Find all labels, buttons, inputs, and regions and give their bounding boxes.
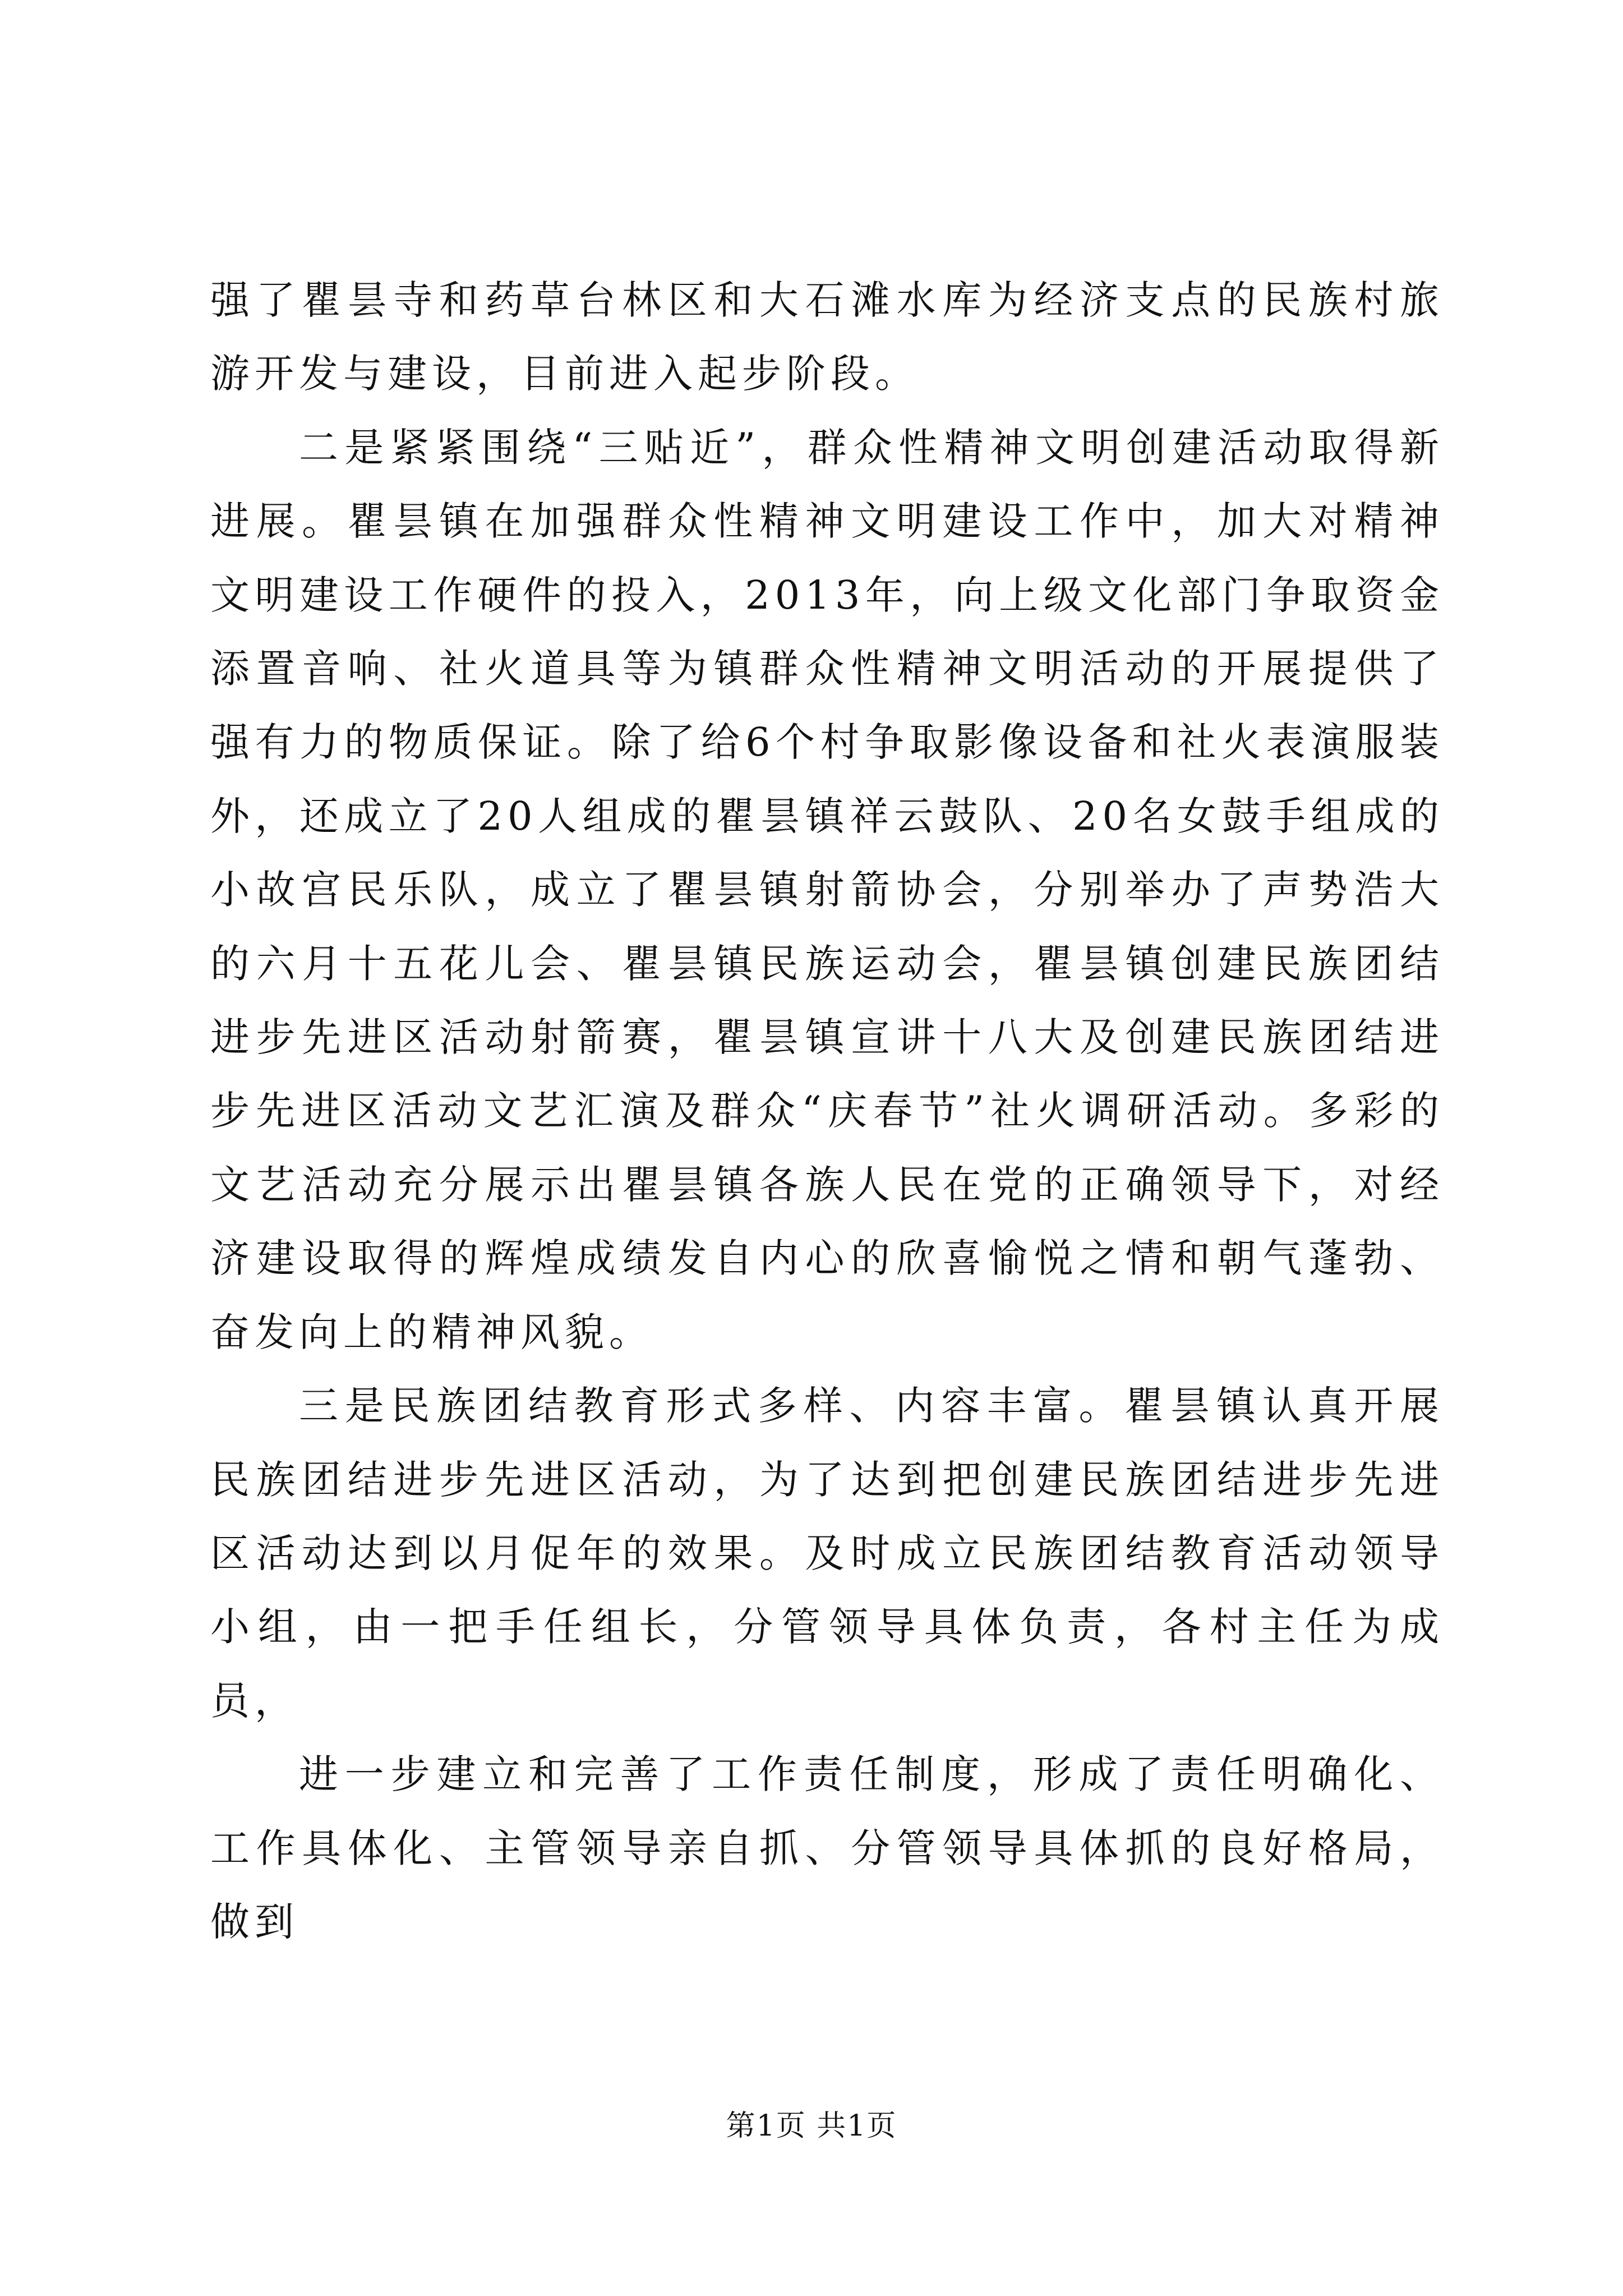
paragraph-2: 二是紧紧围绕“三贴近”，群众性精神文明创建活动取得新进展。瞿昙镇在加强群众性精神文明建设工作中，加大对精神文明建设工作硬件的投入，2013年，向上级文化部门争取资金添置音响、社火道具等为镇群众性精神文明活动的开展提供了强有力的物质保证。除了给6个村争取影像设备和社火表演服装外，还成立了20人组成的瞿昙镇祥云鼓队、20名女鼓手组成的小故宫民乐队，成立了瞿昙镇射箭协会，分别举办了声势浩大的六月十五花儿会、瞿昙镇民族运动会，瞿昙镇创建民族团结进步先进区活动射箭赛，瞿昙镇宣讲十八大及创建民族团结进步先进区活动文艺汇演及群众“庆春节”社火调研活动。多彩的文艺活动充分展示出瞿昙镇各族人民在党的正确领导下，对经济建设取得的辉煌成绩发自内心的欣喜愉悦之情和朝气蓬勃、奋发向上的精神风貌。 <box>210 424 1444 1355</box>
document-body <box>210 264 1444 1959</box>
paragraph-4: 进一步建立和完善了工作责任制度，形成了责任明确化、工作具体化、主管领导亲自抓、分管领导具体抓的良好格局，做到 <box>210 1751 1444 1945</box>
paragraph-3: 三是民族团结教育形式多样、内容丰富。瞿昙镇认真开展民族团结进步先进区活动，为了达到把创建民族团结进步先进区活动达到以月促年的效果。及时成立民族团结教育活动领导小组，由一把手任组长，分管领导具体负责，各村主任为成员， <box>210 1383 1444 1724</box>
page-footer: 第1页 共1页 <box>726 2109 897 2143</box>
paragraph-1: 强了瞿昙寺和药草台林区和大石滩水库为经济支点的民族村旅游开发与建设，目前进入起步阶段。 <box>210 277 1444 397</box>
